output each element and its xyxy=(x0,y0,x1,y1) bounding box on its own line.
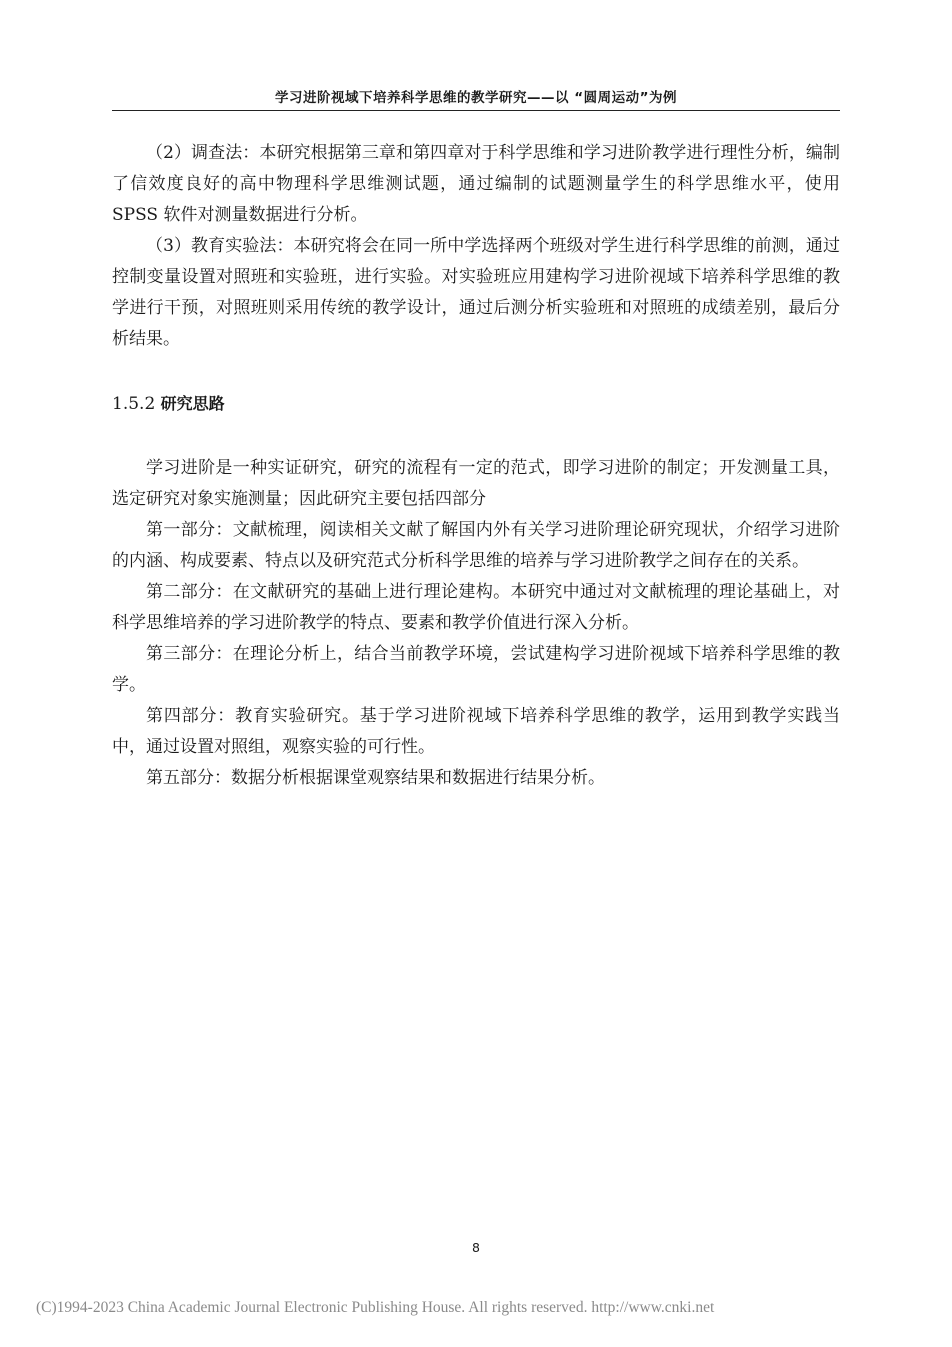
paragraph-part-four: 第四部分：教育实验研究。基于学习进阶视域下培养科学思维的教学，运用到教学实践当中，通过设置对照组，观察实验的可行性。 xyxy=(112,706,840,757)
paragraph-part-five: 第五部分：数据分析根据课堂观察结果和数据进行结果分析。 xyxy=(146,768,605,788)
paragraph-part-one: 第一部分：文献梳理，阅读相关文献了解国内外有关学习进阶理论研究现状，介绍学习进阶的内涵、构成要素、特点以及研究范式分析科学思维的培养与学习进阶教学之间存在的关系。 xyxy=(112,520,840,571)
paragraph-part-three: 第三部分：在理论分析上，结合当前教学环境，尝试建构学习进阶视域下培养科学思维的教学。 xyxy=(112,644,840,695)
section-number: 1.5.2 xyxy=(112,394,156,414)
copyright-notice: (C)1994-2023 China Academic Journal Electronic Publishing House. All rights reserved. http://www.cnki.net xyxy=(36,1299,715,1316)
paragraph-intro: 学习进阶是一种实证研究，研究的流程有一定的范式，即学习进阶的制定；开发测量工具，选定研究对象实施测量；因此研究主要包括四部分 xyxy=(112,458,840,509)
paragraph-survey-method: （2）调查法：本研究根据第三章和第四章对于科学思维和学习进阶教学进行理性分析，编制了信效度良好的高中物理科学思维测试题，通过编制的试题测量学生的科学思维水平，使用 SPSS 软件对测量数据进行分析。 xyxy=(112,143,840,225)
paragraph-part-two: 第二部分：在文献研究的基础上进行理论建构。本研究中通过对文献梳理的理论基础上，对科学思维培养的学习进阶教学的特点、要素和教学价值进行深入分析。 xyxy=(112,582,840,633)
paragraph-experiment-method: （3）教育实验法：本研究将会在同一所中学选择两个班级对学生进行科学思维的前测，通过控制变量设置对照班和实验班，进行实验。对实验班应用建构学习进阶视域下培养科学思维的教学进行干预，对照班则采用传统的教学设计，通过后测分析实验班和对照班的成绩差别，最后分析结果。 xyxy=(112,236,840,349)
running-header: 学习进阶视域下培养科学思维的教学研究——以 “圆周运动”为例 xyxy=(112,86,840,111)
page-content xyxy=(112,138,840,794)
section-heading xyxy=(112,391,840,417)
page-number: 8 xyxy=(472,1240,480,1255)
section-title: 研究思路 xyxy=(160,394,225,413)
